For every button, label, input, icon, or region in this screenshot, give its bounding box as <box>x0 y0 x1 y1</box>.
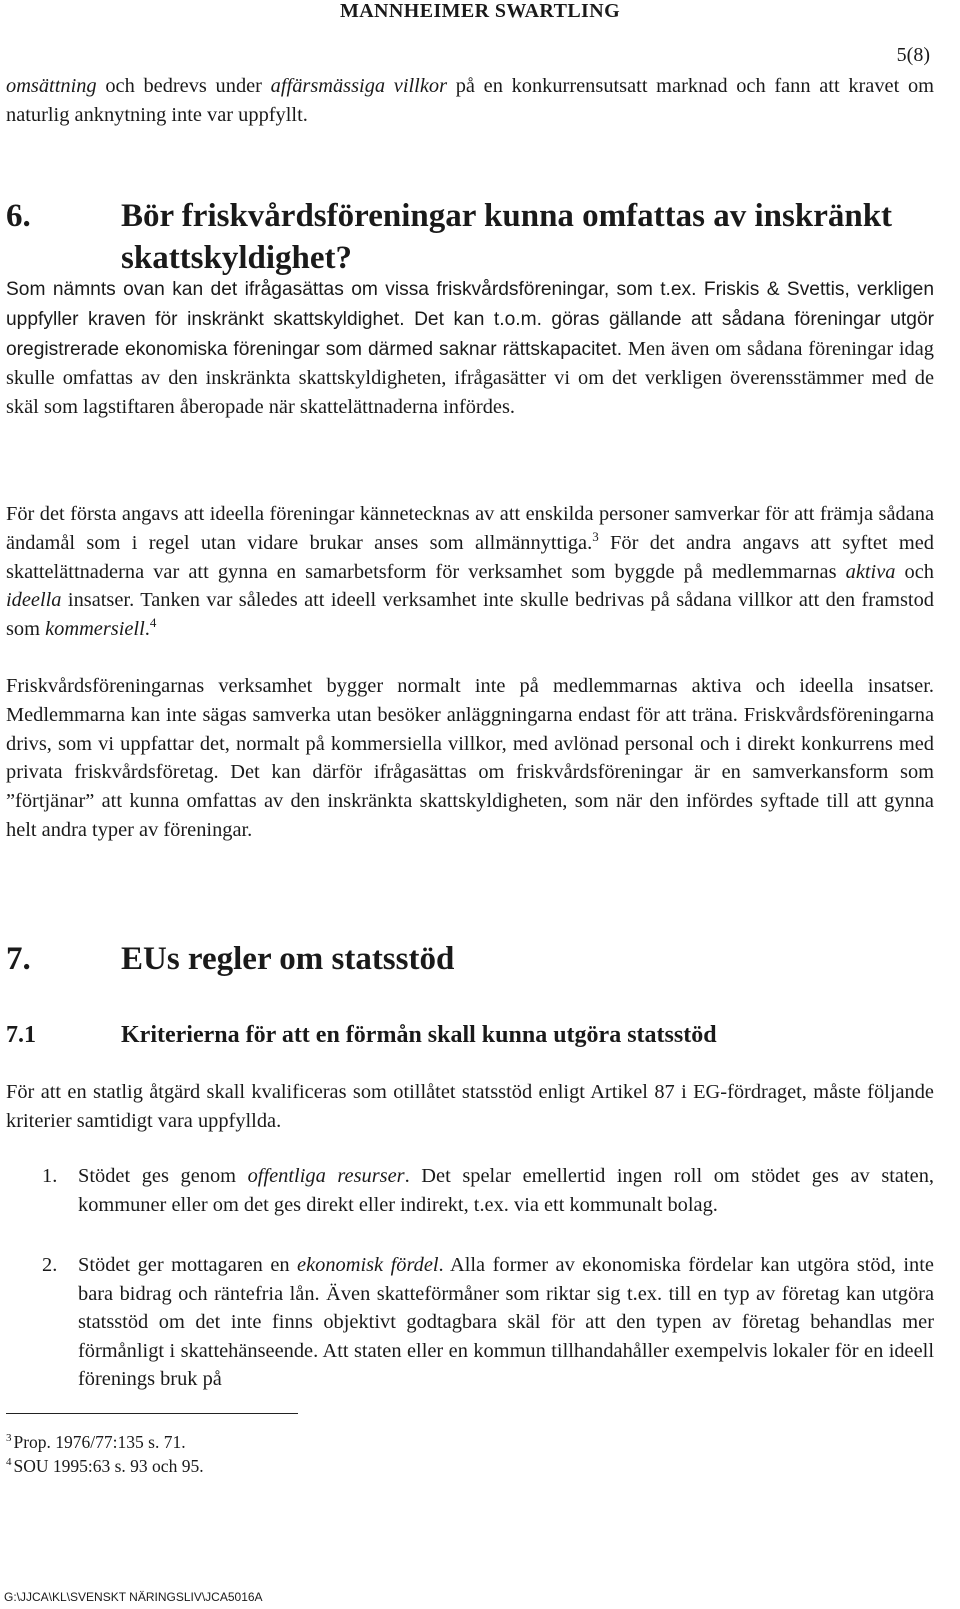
section-7-title: EUs regler om statsstöd <box>121 941 455 977</box>
paragraph-som-namnts: Som nämnts ovan kan det ifrågasättas om vissa friskvårdsföreningar, som t.ex. Friskis & Svettis, verkligen uppfyller kraven för inskränkt skattskyldighet. Det kan t.o.m. göras gällande att sådana föreningar utgör oregistrerade ekonomiska föreningar som därmed saknar rättskapacitet. Men även om sådana föreningar idag skulle omfattas av den inskränkta skattskyldigheten, ifrågasätter vi om det verkligen överensstämmer med de skäl som lagstiftaren åberopade när skattelättnaderna infördes. <box>6 279 934 419</box>
criteria-list <box>0 1162 934 1394</box>
section-6-number: 6. <box>6 198 31 234</box>
paragraph-friskvardsforeningarnas: Friskvårdsföreningarnas verksamhet bygger normalt inte på medlemmarnas aktiva och ideella insatser. Medlemmarna kan inte sägas samverka utan besöker anläggningarna endast för att träna. Friskvårdsföreningarna drivs, som vi uppfattar det, normalt på kommersiella villkor, med avlönad personal och i direkt konkurrens med privata friskvårdsföretag. Det kan därför ifrågasättas om friskvårdsföreningar är en samverkansform som ”förtjänar” att kunna omfattas av den inskränkta skattskyldigheten, som när den infördes syftade till att gynna helt andra typer av föreningar. <box>6 675 934 841</box>
list-item: 1. Stödet ges genom offentliga resurser. Det spelar emellertid ingen roll om stödet ges av staten, kommuner eller om det ges direkt eller indirekt, t.ex. via ett kommunalt bolag. <box>0 1162 934 1219</box>
paragraph-for-det-forsta: För det första angavs att ideella föreningar kännetecknas av att enskilda personer samverkar för att främja sådana ändamål som i regel utan vidare brukar anses som allmännyttiga.$^3$ För det andra angavs att syftet med skattelättnaderna var att gynna en samarbetsform för verksamhet som byggde på medlemmarnas aktiva och ideella insatser. Tanken var således att ideell verksamhet inte skulle bedrivas på sådana villkor att den framstod som kommersiell.$^4$ <box>6 503 934 641</box>
footnote-ref-3: 3 <box>592 528 599 544</box>
list-item-number: 2. <box>42 1254 58 1276</box>
paragraph-intro: omsättning och bedrevs under affärsmässiga villkor på en konkurrensutsatt marknad och fann att kravet om naturlig anknytning inte var uppfyllt. <box>6 75 935 126</box>
section-7-1-heading <box>6 1020 717 1050</box>
section-6-title-line2: skattskyldighet? <box>121 240 353 276</box>
section-7-number: 7. <box>6 941 31 977</box>
footnote-3: $^3$ Prop. 1976/77:135 s. 71. <box>6 1432 186 1452</box>
footnote-ref-4: 4 <box>149 615 157 631</box>
document-path-footer: G:\JJCA\KL\SVENSKT NÄRINGSLIV\JCA5016A <box>4 1590 263 1604</box>
footnote-separator <box>6 1413 298 1414</box>
section-6-heading <box>6 195 892 279</box>
list-item-number: 1. <box>42 1165 58 1187</box>
firm-name-header: MANNHEIMER SWARTLING <box>339 0 621 22</box>
page-number: 5(8) <box>896 44 930 66</box>
footnote-4: $^4$ SOU 1995:63 s. 93 och 95. <box>6 1456 204 1476</box>
section-6-title-line1: Bör friskvårdsföreningar kunna omfattas av inskränkt <box>121 198 893 234</box>
paragraph-kvalificeras: För att en statlig åtgärd skall kvalificeras som otillåtet statsstöd enligt Artikel 87 i EG-fördraget, måste följande kriterier samtidigt vara uppfyllda. <box>6 1081 934 1132</box>
section-7-heading <box>6 938 454 980</box>
section-7-1-title: Kriterierna för att en förmån skall kunna utgöra statsstöd <box>121 1022 717 1048</box>
section-7-1-number: 7.1 <box>6 1022 36 1048</box>
list-item: 2. Stödet ger mottagaren en ekonomisk fördel. Alla former av ekonomiska fördelar kan utgöra stöd, inte bara bidrag och räntefria lån. Även skatteförmåner som riktar sig t.ex. till en typ av företag kan utgöra statsstöd om det inte finns objektivt godtagbara skäl för att den typen av företag behandlas mer förmånligt i skattehänseende. Att staten eller en kommun tillhandahåller exempelvis lokaler för en ideell förenings bruk på <box>0 1251 934 1394</box>
